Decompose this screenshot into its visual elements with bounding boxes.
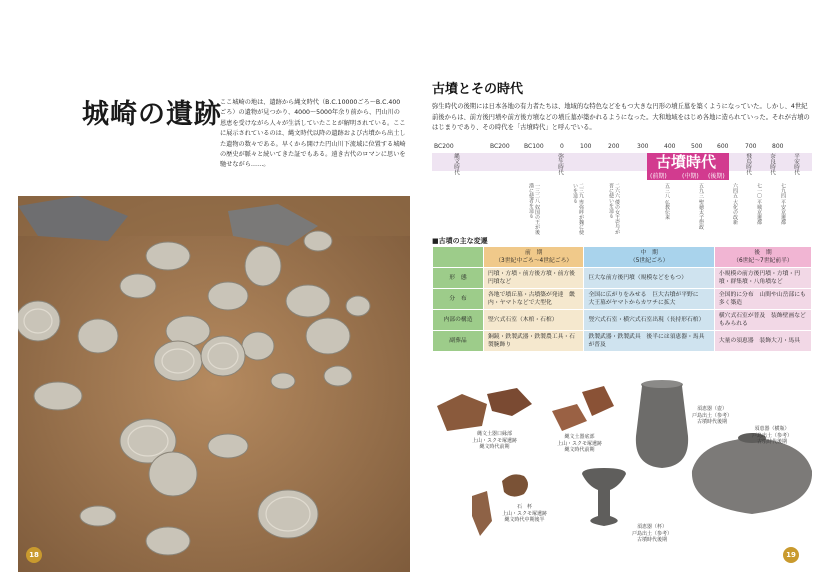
table-cell: 銅鏡・鉄製武器・鉄製農工具・石製腕飾り [484, 331, 584, 352]
era-nara: 奈良時代 [769, 153, 775, 176]
left-page [0, 0, 412, 580]
table-row [433, 289, 812, 310]
table-cell: 竪穴式石室・横穴式石室出現（長持形石棺） [584, 310, 714, 331]
table-cell: 全国的に分布 山間や山岳部にも多く築造 [714, 289, 811, 310]
artifact-label: 須恵器（壺） [697, 406, 728, 412]
artifact-photos-image [432, 376, 812, 574]
year-label: 200 [608, 143, 620, 150]
artifact-note: 縄文時代前期 [479, 444, 510, 450]
artifact-site: 戸島出土（参考） [632, 530, 673, 537]
header-range: （6世紀～7世紀前半） [733, 258, 793, 264]
table-corner [433, 247, 484, 268]
timeline-event: 一三二八 奴国の王が後漢に使者を送る [528, 183, 540, 235]
section-title: 古墳とその時代 [432, 82, 524, 97]
artifact-note: 縄文時代前期 [564, 447, 595, 453]
table-cell: 小規模の前方後円墳・方墳・円墳・群集墳・八角墳など [714, 268, 811, 289]
artifact-photos [432, 376, 812, 574]
artifact-site: 戸島出土（参考） [692, 412, 733, 419]
kofun-transition-table [432, 246, 812, 352]
row-label: 形 態 [433, 268, 484, 289]
year-label: 100 [580, 143, 592, 150]
sub-period-late: (後期) [708, 173, 725, 180]
artifact-caption [632, 524, 672, 544]
timeline-event: 七一〇 平城京遷都 [756, 183, 762, 225]
header-late [714, 247, 811, 268]
year-label: BC200 [490, 143, 510, 150]
timeline-event: 二三九 卑弥呼が魏に使いを送る [572, 183, 584, 235]
header-name: 中 期 [640, 250, 658, 256]
artifact-site: 戸島出土（参考） [752, 432, 793, 439]
kofun-period-label: 古墳時代 [656, 153, 717, 171]
timeline-event: 七九四 平安京遷都 [780, 183, 786, 225]
table-header-row [433, 247, 812, 268]
header-middle [584, 247, 714, 268]
table-title: ■古墳の主な変遷 [432, 237, 488, 245]
artifact-caption [752, 426, 792, 446]
year-label: 700 [745, 143, 757, 150]
header-range: （3世紀中ごろ～4世紀ごろ） [495, 258, 573, 264]
page-number: 18 [26, 547, 42, 563]
year-label: 400 [664, 143, 676, 150]
right-page [413, 0, 825, 580]
artifact-site: 上山・スクモ塚遺跡 [557, 440, 603, 447]
artifact-note: 古墳時代後期 [697, 419, 728, 425]
era-yayoi: 弥生時代 [557, 153, 563, 176]
page-title: 城崎の遺跡 [82, 99, 222, 130]
artifact-label: 縄文土器底部 [564, 434, 595, 440]
table-row [433, 268, 812, 289]
year-label: BC100 [524, 143, 544, 150]
table-cell: 竪穴式石室（木棺・石棺） [484, 310, 584, 331]
row-label: 副葬品 [433, 331, 484, 352]
header-early [484, 247, 584, 268]
artifact-label: 須恵器（杯） [637, 524, 668, 530]
excavation-photo-image [18, 196, 410, 572]
table-cell: 大量の須恵器 装飾大刀・馬具 [714, 331, 811, 352]
artifact-caption [557, 434, 602, 454]
sub-period-early: (前期) [650, 173, 667, 180]
artifact-label: 石 杯 [517, 504, 533, 510]
year-label: 500 [691, 143, 703, 150]
row-label: 内部の構造 [433, 310, 484, 331]
timeline-event: 六四五 大化の改新 [732, 183, 738, 225]
table-cell: 各地で墳丘墓・古墳築が発達 畿内・ヤマトなどで大型化 [484, 289, 584, 310]
table-cell: 円墳・方墳・前方後方墳・前方後円墳など [484, 268, 584, 289]
table-cell: 全国に広がりをみせる 巨大古墳が平野に 大王墓がヤマトからカワチに拡大 [584, 289, 714, 310]
artifact-note: 縄文時代中期後半 [504, 517, 545, 523]
table-cell: 巨大な前方後円墳（規模などをもつ） [584, 268, 714, 289]
section-intro: 弥生時代の後期には日本各地の有力者たちは、地域的な特色などをもつ大きな円形の墳丘墓を築くようになっていた。しかし、4世紀前後からは、前方後円墳や前方後方墳などの墳丘墓が築かれるようになった。大和地域をはじめ各地に造られていった。それが古墳のはじまりであり、その時代を「古墳時代」と呼んでいる。 [432, 103, 810, 131]
timeline-event: 五九三 聖徳太子摂政 [698, 183, 704, 230]
timeline-years [432, 143, 812, 153]
sub-period-middle: (中期) [682, 173, 699, 180]
table-row [433, 310, 812, 331]
header-range: （5世紀ごろ） [629, 258, 669, 264]
timeline-event: 五三八 仏教伝来 [664, 183, 670, 220]
era-asuka: 飛鳥時代 [745, 153, 751, 176]
table-cell: 横穴式石室が普及 装飾壁画などもみられる [714, 310, 811, 331]
intro-text: ここ城崎の地は、遺跡から縄文時代（B.C.10000ごろ～B.C.400ごろ）の遺物が見つかり、4000～5000年余り前から、円山川の恩恵を受けながら人々が生活していたことが解明されている。ここに展示されているのは、縄文時代以降の遺跡および古墳から出土した遺物の数々である。早くから開けた円山川下流域に位置する城崎の歴史が脈々と続いてきた証でもある。遠き古代のロマンに思いを馳せながら……。 [220, 99, 406, 169]
row-label: 分 布 [433, 289, 484, 310]
header-name: 後 期 [754, 250, 772, 256]
artifact-site: 上山・スクモ塚遺跡 [472, 437, 518, 444]
year-label: 300 [637, 143, 649, 150]
year-label: 0 [560, 143, 564, 150]
artifact-site: 上山・スクモ塚遺跡 [502, 510, 548, 517]
timeline [432, 143, 812, 235]
year-label: BC200 [434, 143, 454, 150]
year-label: 600 [717, 143, 729, 150]
artifact-caption [692, 406, 732, 426]
table-cell: 鉄製武器・鉄製武具 後半には須恵器・馬具が普及 [584, 331, 714, 352]
era-jomon: 縄文時代 [453, 153, 459, 176]
artifact-label: 須恵器（横瓶） [754, 426, 790, 432]
artifact-caption [472, 431, 517, 451]
artifact-note: 古墳時代後期 [637, 537, 668, 543]
year-label: 800 [772, 143, 784, 150]
header-name: 前 期 [525, 250, 543, 256]
artifact-label: 縄文土器口縁部 [477, 431, 513, 437]
timeline-bar [432, 153, 812, 171]
timeline-event: 二六六 倭の女王壱与が晋に使いを送る [608, 183, 620, 235]
page-number: 19 [783, 547, 799, 563]
artifact-note: 古墳時代後期 [757, 439, 788, 445]
excavation-photo [18, 196, 410, 572]
table-row [433, 331, 812, 352]
artifact-caption [502, 504, 547, 524]
era-heian: 平安時代 [793, 153, 799, 176]
